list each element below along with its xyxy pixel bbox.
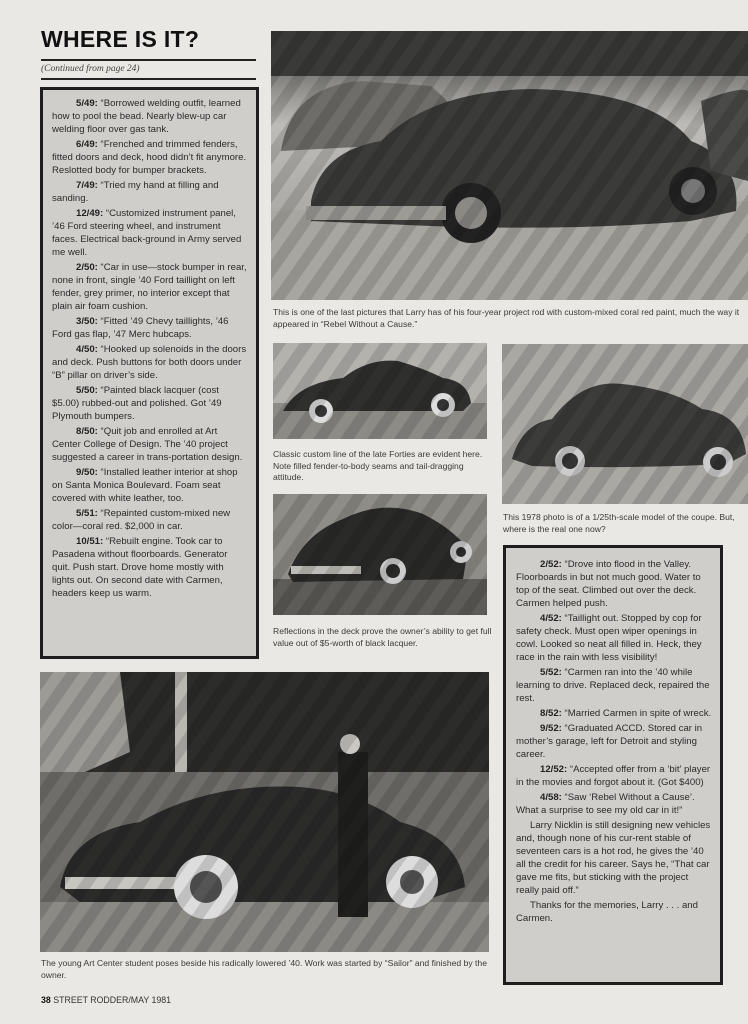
entry-date: 4/52:: [540, 613, 562, 624]
timeline-entry: [52, 138, 248, 177]
timeline-entry: [516, 791, 712, 817]
timeline-box-left: [40, 87, 259, 659]
timeline-entry: [52, 97, 248, 136]
continued-note: (Continued from page 24): [41, 64, 140, 74]
timeline-entry: [52, 315, 248, 341]
entry-text: “Quit job and enrolled at Art Center College of Design. The ’40 project suggested a career in trans-portation design.: [52, 426, 243, 463]
publication-line: STREET RODDER/MAY 1981: [53, 995, 172, 1005]
photo-parked-coupe: [271, 31, 748, 300]
entry-text: “Painted black lacquer (cost $5.00) rubbed-out and polished. Got ’49 Plymouth bumpers.: [52, 385, 222, 422]
entry-date: 2/52:: [540, 559, 562, 570]
continued-rule: [41, 78, 256, 80]
timeline-entry: [52, 507, 248, 533]
title-rule: [41, 59, 256, 61]
photo-rear-deck: [273, 494, 487, 615]
entry-date: 4/58:: [540, 792, 562, 803]
entry-date: 5/49:: [76, 98, 98, 109]
page-footer: [41, 995, 171, 1005]
entry-text: “Hooked up solenoids in the doors and deck. Push buttons for both doors under “B” pillar on driver’s side.: [52, 344, 247, 381]
entry-text: “Taillight out. Stopped by cop for safety check. Must open wiper openings in cowl. Looked so neat all filled in. Heck, they race in the rain with less visibility!: [516, 613, 702, 663]
entry-text: “Installed leather interior at shop on Santa Monica Boulevard. Foam seat covered with white leather, too.: [52, 467, 238, 504]
article-title: WHERE IS IT?: [41, 26, 200, 52]
caption-parked-coupe: This is one of the last pictures that Larry has of his four-year project rod with custom-mixed coral red paint, much the way it appeared in “Rebel Without a Cause.”: [273, 307, 740, 329]
entry-text: “Repainted custom-mixed new color—coral red. $2,000 in car.: [52, 508, 231, 532]
entry-text: “Tried my hand at filling and sanding.: [52, 180, 219, 204]
timeline-entry: [516, 722, 712, 761]
entry-date: 12/52:: [540, 764, 568, 775]
timeline-entry: [516, 763, 712, 789]
entry-text: “Saw ‘Rebel Without a Cause’. What a surprise to see my old car in it!”: [516, 792, 695, 816]
entry-date: 2/50:: [76, 262, 98, 273]
caption-side-profile: Classic custom line of the late Forties are evident here. Note filled fender-to-body seams and tail-dragging attitude.: [273, 449, 483, 482]
timeline-box-right: [503, 545, 723, 985]
entry-text: “Drove into flood in the Valley. Floorboards in but not much good. Water to top of the seat. Climbed out over the deck. Carmen helped push.: [516, 559, 701, 609]
entry-date: 9/52:: [540, 723, 562, 734]
timeline-entry: [52, 207, 248, 259]
entry-text: “Graduated ACCD. Stored car in mother’s garage, left for Detroit and styling career.: [516, 723, 703, 760]
timeline-entry: [52, 466, 248, 505]
closing-thanks: Thanks for the memories, Larry . . . and Carmen.: [516, 900, 698, 924]
entry-text: “Customized instrument panel, ’46 Ford steering wheel, and instrument faces. Electrical back-ground in Army served me well.: [52, 208, 242, 258]
caption-owner-with-car: The young Art Center student poses beside his radically lowered ’40. Work was started by “Sailor” and finished by the owner.: [41, 958, 487, 980]
timeline-entry: [516, 707, 712, 720]
entry-date: 7/49:: [76, 180, 98, 191]
entry-date: 8/52:: [540, 708, 562, 719]
entry-date: 12/49:: [76, 208, 104, 219]
entry-text: “Borrowed welding outfit, learned how to pool the bead. Nearly blew-up car welding floor over gas tank.: [52, 98, 241, 135]
timeline-entry: [516, 612, 712, 664]
photo-scale-model: [502, 344, 748, 504]
caption-rear-deck: Reflections in the deck prove the owner’s ability to get full value out of $5-worth of black lacquer.: [273, 626, 492, 648]
entry-date: 6/49:: [76, 139, 98, 150]
entry-text: “Married Carmen in spite of wreck.: [561, 708, 712, 719]
page-number: 38: [41, 995, 51, 1005]
closing-paragraph: Larry Nicklin is still designing new vehicles and, though none of his cur-rent stable of seventeen cars is a hot rod, he gives the ’40 all the credit for his career. Says he, “That car gave me fits, but sticking with the project really paid off.”: [516, 820, 711, 896]
entry-date: 3/50:: [76, 316, 98, 327]
entry-text: “Fitted ’49 Chevy taillights, ’46 Ford gas flap, ’47 Merc hubcaps.: [52, 316, 229, 340]
entry-date: 4/50:: [76, 344, 98, 355]
timeline-entry: [52, 343, 248, 382]
entry-date: 9/50:: [76, 467, 98, 478]
entry-text: “Frenched and trimmed fenders, fitted doors and deck, hood didn’t fit anymore. Reslotted body for bumper brackets.: [52, 139, 247, 176]
photo-owner-with-car: [40, 672, 489, 952]
timeline-entry: [52, 261, 248, 313]
timeline-entry: [516, 666, 712, 705]
entry-date: 8/50:: [76, 426, 98, 437]
timeline-entry: [52, 425, 248, 464]
entry-text: “Accepted offer from a ‘bit’ player in the movies and forgot about it. (Got $400): [516, 764, 711, 788]
timeline-entry: [52, 535, 248, 600]
entry-text: “Carmen ran into the ’40 while learning to drive. Replaced deck, repaired the rest.: [516, 667, 710, 704]
timeline-entry: [52, 384, 248, 423]
entry-date: 5/51:: [76, 508, 98, 519]
entry-text: “Car in use—stock bumper in rear, none in front, single ’40 Ford taillight on left fender, grey primer, no interior except that plain air foam cushion.: [52, 262, 247, 312]
timeline-entry: [516, 558, 712, 610]
timeline-entries: [52, 97, 248, 600]
timeline-entries: [516, 558, 712, 817]
entry-date: 5/52:: [540, 667, 562, 678]
caption-scale-model: This 1978 photo is of a 1/25th-scale model of the coupe. But, where is the real one now?: [503, 512, 735, 534]
entry-date: 10/51:: [76, 536, 104, 547]
entry-text: “Rebuilt engine. Took car to Pasadena without floorboards. Generator quit. Push start. Drove home mostly with lights out. On second date with Carmen, headers keep us warm.: [52, 536, 228, 599]
entry-date: 5/50:: [76, 385, 98, 396]
photo-side-profile: [273, 343, 487, 439]
timeline-entry: [52, 179, 248, 205]
